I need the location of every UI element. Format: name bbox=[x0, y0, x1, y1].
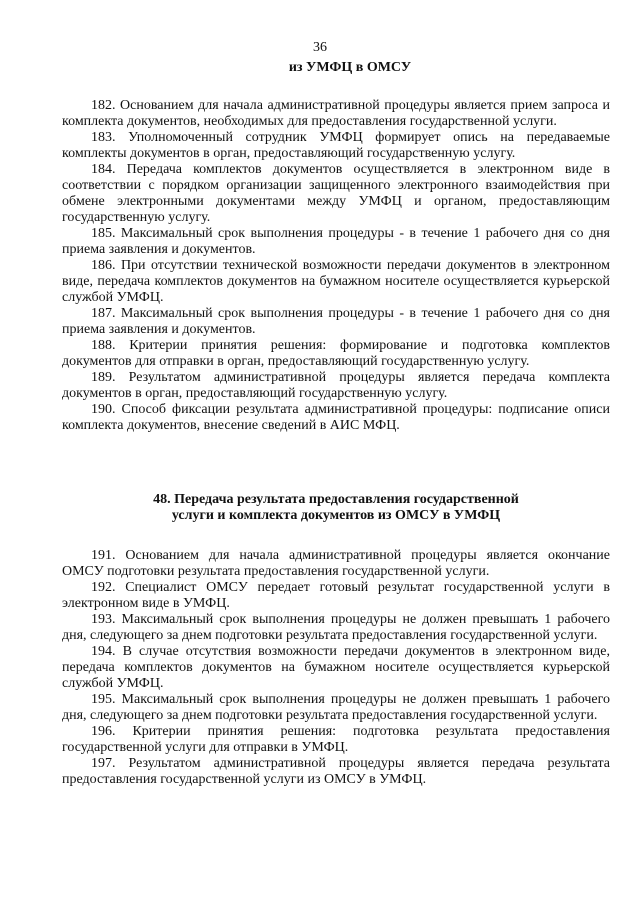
section-heading-48 bbox=[62, 492, 610, 524]
section-heading-line-2: услуги и комплекта документов из ОМСУ в УМФЦ bbox=[171, 508, 501, 523]
paragraph-186: 186. При отсутствии технической возможности передачи документов в электронном виде, передача комплектов документов на бумажном носителе осуществляется курьерской службой УМФЦ. bbox=[62, 258, 610, 305]
paragraph-188: 188. Критерии принятия решения: формирование и подготовка комплектов документов для отправки в орган, предоставляющий государственную услугу. bbox=[62, 338, 610, 369]
paragraph-195: 195. Максимальный срок выполнения процедуры не должен превышать 1 рабочего дня, следующего за днем подготовки результата предоставления государственной услуги. bbox=[62, 692, 610, 723]
paragraph-196: 196. Критерии принятия решения: подготовка результата предоставления государственной услуги для отправки в УМФЦ. bbox=[62, 724, 610, 755]
paragraph-184: 184. Передача комплектов документов осуществляется в электронном виде в соответствии с порядком организации защищенного электронного взаимодействия при обмене электронными документами между УМФЦ и органом, предоставляющим государственную услугу. bbox=[62, 162, 610, 225]
paragraph-183: 183. Уполномоченный сотрудник УМФЦ формирует опись на передаваемые комплекты документов в орган, предоставляющий государственную услугу. bbox=[62, 130, 610, 161]
paragraph-193: 193. Максимальный срок выполнения процедуры не должен превышать 1 рабочего дня, следующего за днем подготовки результата предоставления государственной услуги. bbox=[62, 612, 610, 643]
page-number: 36 bbox=[313, 40, 327, 55]
paragraph-192: 192. Специалист ОМСУ передает готовый результат государственной услуги в электронном виде в УМФЦ. bbox=[62, 580, 610, 611]
paragraph-189: 189. Результатом административной процедуры является передача комплекта документов в орган, предоставляющий государственную услугу. bbox=[62, 370, 610, 401]
paragraph-182: 182. Основанием для начала административной процедуры является прием запроса и комплекта документов, необходимых для предоставления государственной услуги. bbox=[62, 98, 610, 129]
paragraph-190: 190. Способ фиксации результата административной процедуры: подписание описи комплекта документов, внесение сведений в АИС МФЦ. bbox=[62, 402, 610, 433]
paragraphs-before bbox=[62, 98, 610, 434]
section-heading-line-1: 48. Передача результата предоставления государственной bbox=[153, 492, 519, 507]
paragraph-185: 185. Максимальный срок выполнения процедуры - в течение 1 рабочего дня со дня приема заявления и документов. bbox=[62, 226, 610, 257]
paragraph-187: 187. Максимальный срок выполнения процедуры - в течение 1 рабочего дня со дня приема заявления и документов. bbox=[62, 306, 610, 337]
paragraph-191: 191. Основанием для начала административной процедуры является окончание ОМСУ подготовки результата предоставления государственной услуги. bbox=[62, 548, 610, 579]
paragraph-194: 194. В случае отсутствия возможности передачи документов в электронном виде, передача комплектов документов на бумажном носителе осуществляется курьерской службой УМФЦ. bbox=[62, 644, 610, 691]
continued-heading: из УМФЦ в ОМСУ bbox=[288, 60, 412, 75]
paragraph-197: 197. Результатом административной процедуры является передача результата предоставления государственной услуги из ОМСУ в УМФЦ. bbox=[62, 756, 610, 787]
paragraphs-after bbox=[62, 548, 610, 788]
